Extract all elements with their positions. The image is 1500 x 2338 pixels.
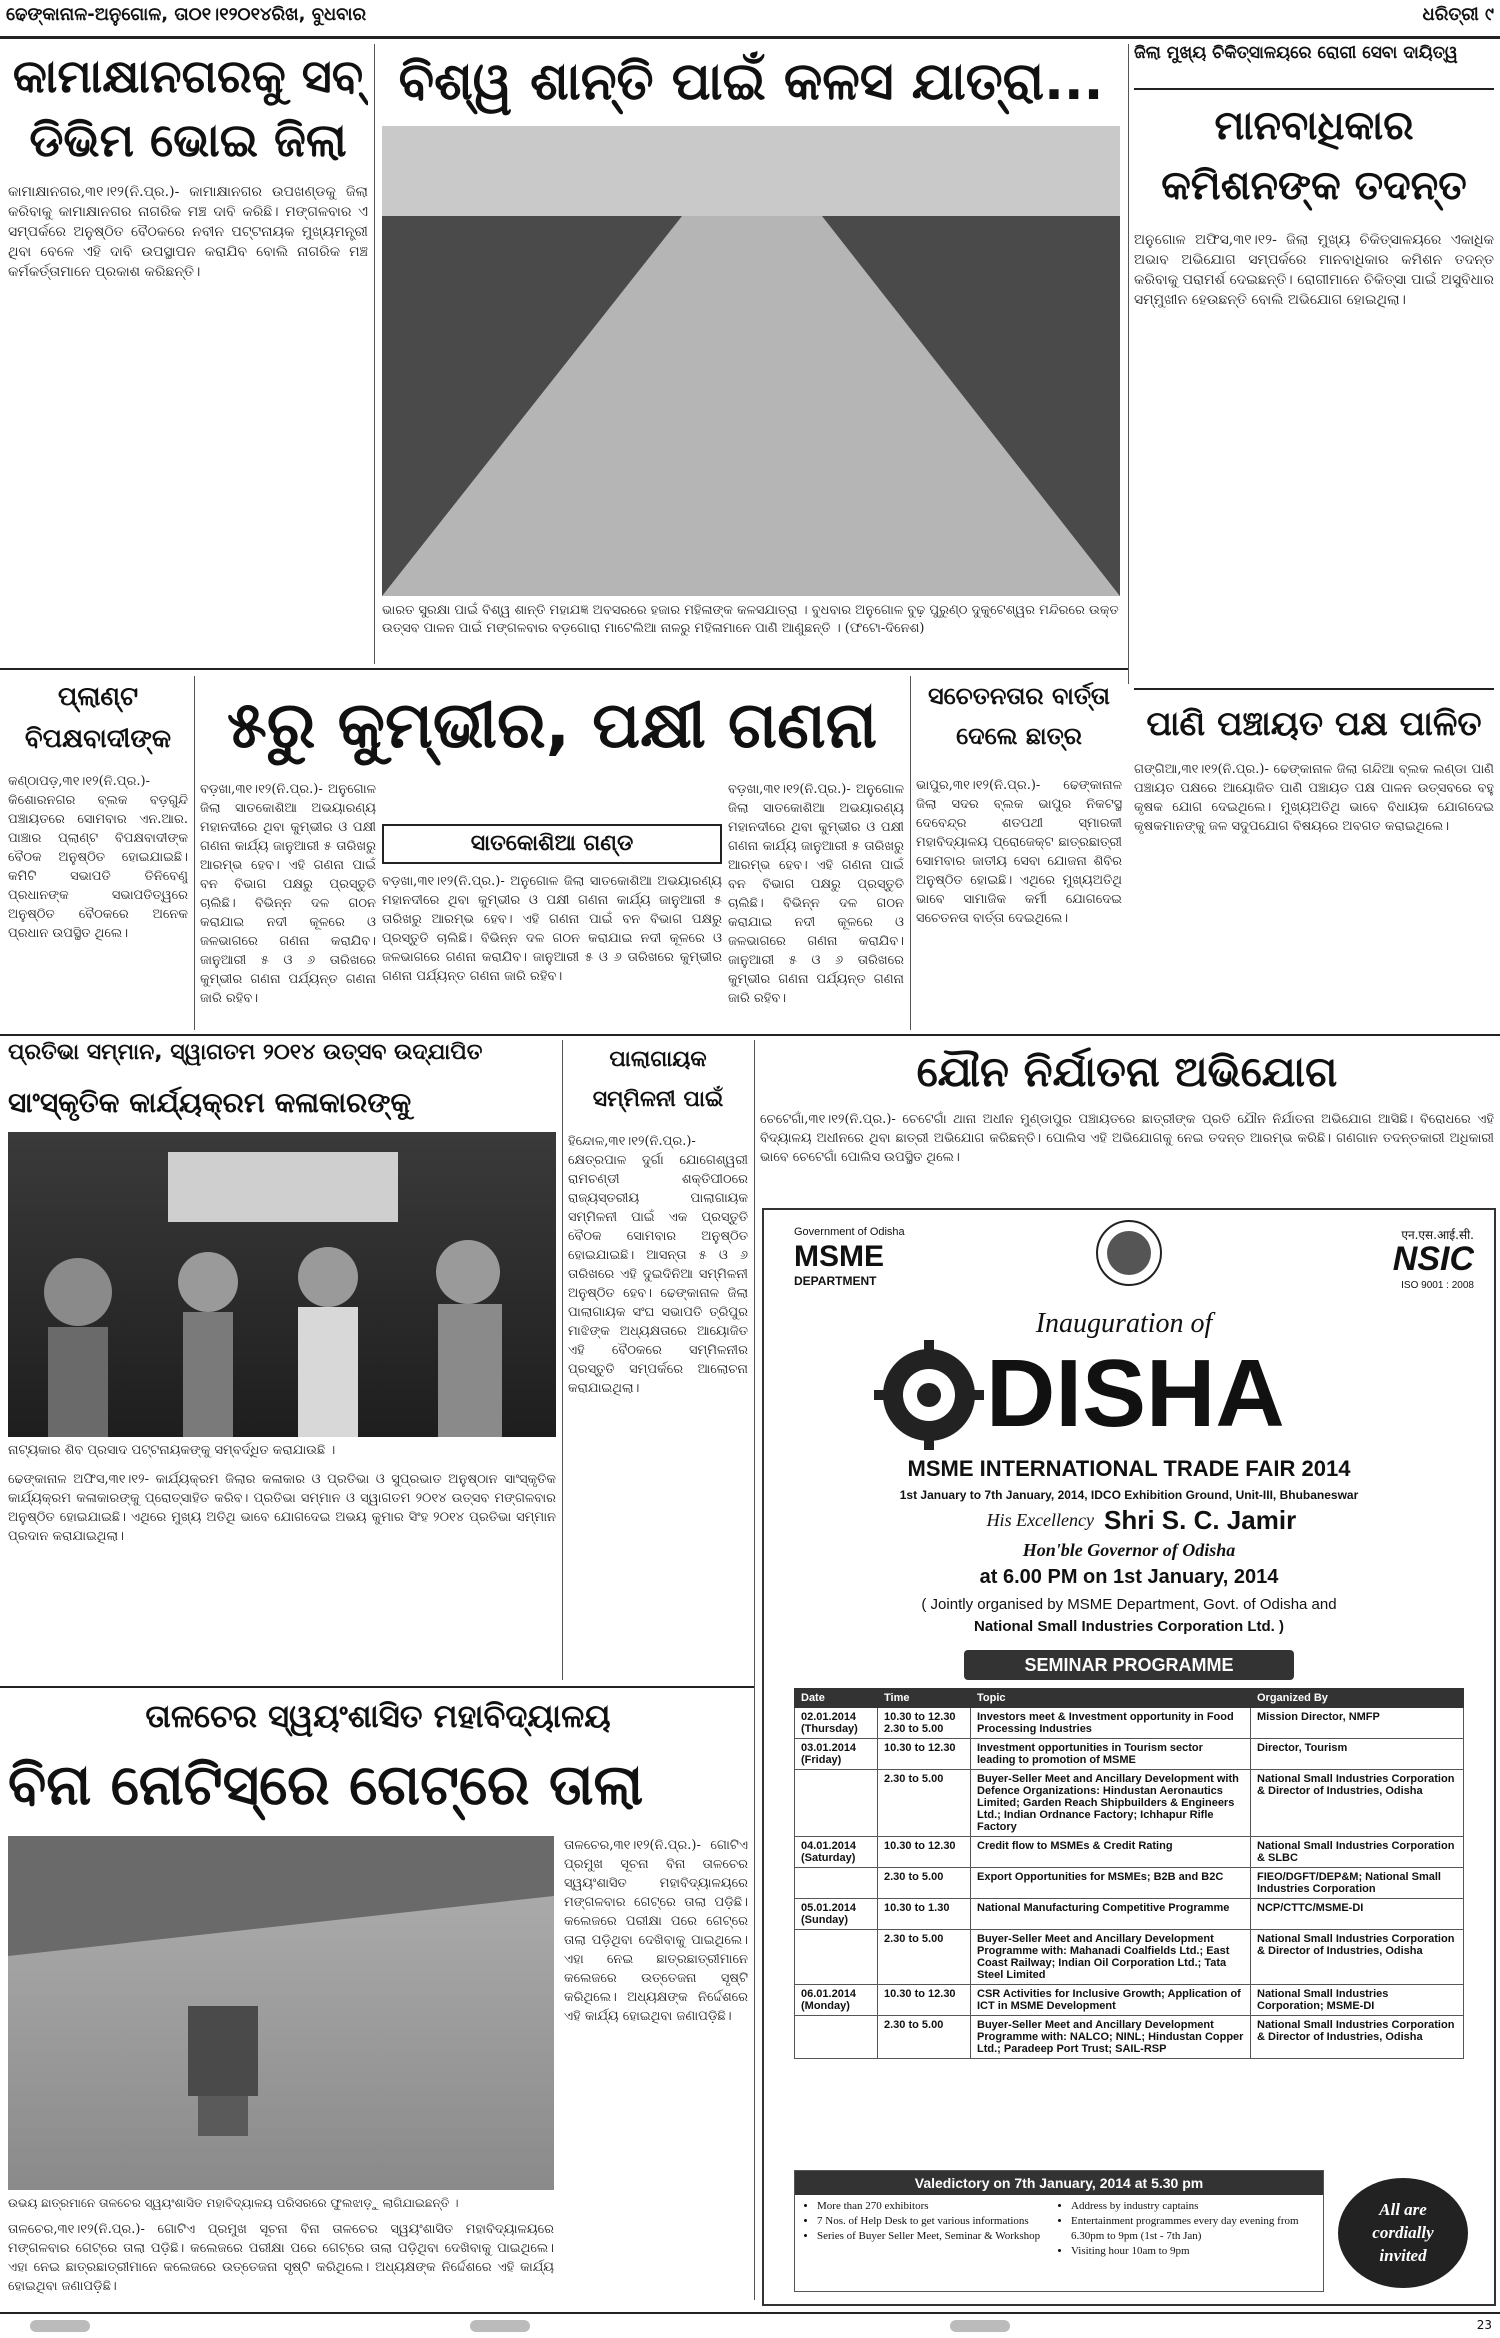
row-topic: CSR Activities for Inclusive Growth; Application of ICT in MSME Development <box>971 1985 1251 2016</box>
list-item: • Entertainment programmes every day evening from 6.30pm to 9pm (1st - 7th Jan) <box>1071 2214 1321 2244</box>
row-org: FIEO/DGFT/DEP&M; National Small Industries Corporation <box>1251 1868 1464 1899</box>
row-org: National Small Industries Corporation & Director of Industries, Odisha <box>1251 1770 1464 1837</box>
article-body: ଚେଟେଗାଁ,୩୧।୧୨(ନି.ପ୍ର.)- ଚେଟେଗାଁ ଥାନା ଅଧୀନ ମୁଣ୍ଡାପୁର ପଞ୍ଚାୟତରେ ଛାତ୍ରୀଙ୍କ ପ୍ରତି ଯୌନ ନିର୍ଯାତନା ଅଭିଯୋଗ ଆସିଛି। ବିରୋଧରେ ଏହି ବିଦ୍ୟାଳୟ ଅଧୀନରେ ଥିବା ଛାତ୍ରୀ ଅଭିଯୋଗ କରିଛନ୍ତି। ପୋଲିସ ଏହି ଅଭିଯୋଗକୁ ନେଇ ତଦନ୍ତ ଆରମ୍ଭ କରିଛି। ଗଣଗାନ ତଦନ୍ତକାରୀ ଅଧିକାରୀ ଭାବେ ଚେଟେଗାଁ ପୋଲିସ ଉପସ୍ଥିତ ଥିଲେ। <box>760 1112 1494 1165</box>
row-topic: Buyer-Seller Meet and Ancillary Development Programme with: Mahanadi Coalfields Ltd.; East Coast Railway; Indian Oil Corporation Ltd.; Tata Steel Limited <box>971 1930 1251 1985</box>
article-body: ହିନ୍ଦୋଳ,୩୧।୧୨(ନି.ପ୍ର.)- କ୍ଷେତ୍ରପାଳ ଦୁର୍ଗା ଯୋଗେଶ୍ୱରୀ ରାମଚଣ୍ଡୀ ଶକ୍ତିପୀଠରେ ରାଜ୍ୟସ୍ତରୀୟ ପାଲାଗାୟକ ସମ୍ମିଳନୀ ପାଇଁ ଏକ ପ୍ରସ୍ତୁତି ବୈଠକ ସୋମବାର ଅନୁଷ୍ଠିତ ହୋଇଯାଇଛି। ଆସନ୍ତା ୫ ଓ ୬ ତାରିଖରେ ଏହି ଦୁଇଦିନିଆ ସମ୍ମିଳନୀ ଅନୁଷ୍ଠିତ ହେବ। ଢେଙ୍କାନାଳ ଜିଲା ପାଲାଗାୟକ ସଂଘ ସଭାପତି ତ୍ରିପୁର ମାଝିଙ୍କ ଅଧ୍ୟକ୍ଷତାରେ ଆୟୋଜିତ ଏହି ବୈଠକରେ ସମ୍ମିଳନୀର ପ୍ରସ୍ତୁତି ସମ୍ପର୍କରେ ଆଲୋଚନା କରାଯାଇଥିଲା। <box>568 1134 748 1396</box>
footer <box>0 2316 1500 2338</box>
article-body-bottom: ତାଳଚେର,୩୧।୧୨(ନି.ପ୍ର.)- ଗୋଟିଏ ପ୍ରମୁଖ ସୂଚନା ବିନା ତାଳଚେର ସ୍ୱୟଂଶାସିତ ମହାବିଦ୍ୟାଳୟରେ ମଙ୍ଗଳବାର ଗେଟ୍‌ରେ ତାଲା ପଡ଼ିଛି। କଲେଜରେ ପରୀକ୍ଷା ପରେ ଗେଟ୍‌ରେ ତାଲା ପଡ଼ିଥିବା ଦେଖିବାକୁ ପାଇଥିଲେ। ଏହା ନେଇ ଛାତ୍ରଛାତ୍ରୀମାନେ କଲେଜରେ ଉତ୍ତେଜନା ସୃଷ୍ଟି କରିଥିଲେ। ଅଧ୍ୟକ୍ଷଙ୍କ ନିର୍ଦ୍ଦେଶରେ ଏହି କାର୍ଯ୍ୟ ହୋଇଥିବା ଜଣାପଡ଼ିଛି। <box>8 2222 554 2294</box>
nsic-logo: NSIC <box>1392 1240 1474 1278</box>
story-kalasa <box>380 44 1122 664</box>
kicker: ତାଳଚେର ସ୍ୱୟଂଶାସିତ ମହାବିଦ୍ୟାଳୟ <box>145 1697 611 1735</box>
governor-title: Hon'ble Governor of Odisha <box>1022 1540 1236 1560</box>
invite-text: All are cordially invited <box>1372 2200 1434 2265</box>
table-row <box>795 1739 1464 1770</box>
column-divider <box>754 1040 755 2300</box>
subhead-box <box>382 824 722 864</box>
headline: ୫ରୁ କୁମ୍ଭୀର, ପକ୍ଷୀ ଗଣନା <box>226 689 878 763</box>
row-org: NCP/CTTC/MSME-DI <box>1251 1899 1464 1930</box>
story-abuse <box>760 1040 1494 1202</box>
row-date: 04.01.2014 <box>801 1840 857 1852</box>
fair-title: MSME INTERNATIONAL TRADE FAIR 2014 <box>907 1456 1351 1481</box>
list-item: • Visiting hour 10am to 9pm <box>1071 2244 1321 2259</box>
nsic-iso: ISO 9001 : 2008 <box>1401 1280 1474 1291</box>
photo-illustration <box>8 1836 554 2190</box>
row-day: (Friday) <box>801 1754 842 1766</box>
photo-caption: ଭାରତ ସୁରକ୍ଷା ପାଇଁ ବିଶ୍ୱ ଶାନ୍ତି ମହାଯଜ୍ଞ ଅବସରରେ ହଜାର ମହିଳାଙ୍କ କଳସଯାତ୍ରା । ବୁଧବାର ଅନୁଗୋଳ ବୁଢ଼ ପୁରୁଣ୍ଠ ଦୁକୁଟେଶ୍ୱର ମନ୍ଦିରରେ ଉକ୍ତ ଉତ୍ସବ ପାଳନ ପାଇଁ ମଙ୍ଗଳବାର ବଡ଼ଗୋରା ମାଟେଲିଆ ନାଳରୁ ମହିଳାମାନେ ପାଣି ଆଣୁଛନ୍ତି । (ଫଟୋ-ଦିନେଶ) <box>382 603 1119 636</box>
emblem-icon <box>1094 1218 1164 1288</box>
table-header-row <box>795 1689 1464 1708</box>
masthead-rule <box>0 36 1500 39</box>
seminar-table <box>794 1688 1464 2059</box>
table-row <box>795 1985 1464 2016</box>
column-divider <box>374 44 375 664</box>
row-time: 10.30 to 12.30 <box>878 1985 971 2016</box>
odisha-title: DISHA <box>986 1340 1285 1447</box>
row-topic: Investors meet & Investment opportunity in Food Processing Industries <box>971 1708 1251 1739</box>
table-row <box>795 1837 1464 1868</box>
valedictory-label: Valedictory on 7th January, 2014 at 5.30 pm <box>795 2171 1323 2195</box>
col-topic: Topic <box>971 1689 1251 1708</box>
footer-tab <box>470 2320 530 2332</box>
row-time: 2.30 to 5.00 <box>878 2016 971 2059</box>
joint-line-2: National Small Industries Corporation Ltd. ) <box>973 1618 1285 1635</box>
row-org: National Small Industries Corporation & Director of Industries, Odisha <box>1251 2016 1464 2059</box>
footer-tab <box>950 2320 1010 2332</box>
list-item: • Series of Buyer Seller Meet, Seminar & Workshop <box>817 2229 1045 2244</box>
row-topic: Buyer-Seller Meet and Ancillary Development with Defence Organizations: Hindustan Aeronautics Limited; Garden Reach Shipbuilders & Engineers Ltd.; Indian Ordnance Factory; Ichhapur Rifle Factory <box>971 1770 1251 1837</box>
table-row <box>795 2016 1464 2059</box>
row-day: (Thursday) <box>801 1723 858 1735</box>
headline: ଯୌନ ନିର୍ଯାତନା ଅଭିଯୋଗ <box>916 1047 1338 1096</box>
masthead <box>0 0 1500 34</box>
row-topic: Buyer-Seller Meet and Ancillary Development Programme with: NALCO; NINL; Hindustan Copper Ltd.; Paradeep Port Trust; SAIL-RSP <box>971 2016 1251 2059</box>
table-row <box>795 1899 1464 1930</box>
story-talcher <box>8 1692 748 2304</box>
story-crocodile <box>200 676 904 1030</box>
bullets-left <box>795 2199 1045 2291</box>
story-pratibha <box>8 1040 556 1680</box>
section-rule <box>0 668 1128 670</box>
row-org: Director, Tourism <box>1251 1739 1464 1770</box>
row-time: 10.30 to 12.30 <box>884 1711 956 1723</box>
article-body: ତାଳଚେର,୩୧।୧୨(ନି.ପ୍ର.)- ଗୋଟିଏ ପ୍ରମୁଖ ସୂଚନା ବିନା ତାଳଚେର ସ୍ୱୟଂଶାସିତ ମହାବିଦ୍ୟାଳୟରେ ମଙ୍ଗଳବାର ଗେଟ୍‌ରେ ତାଲା ପଡ଼ିଛି। କଲେଜରେ ପରୀକ୍ଷା ପରେ ଗେଟ୍‌ରେ ତାଲା ପଡ଼ିଥିବା ଦେଖିବାକୁ ପାଇଥିଲେ। ଏହା ନେଇ ଛାତ୍ରଛାତ୍ରୀମାନେ କଲେଜରେ ଉତ୍ତେଜନା ସୃଷ୍ଟି କରିଥିଲେ। ଅଧ୍ୟକ୍ଷଙ୍କ ନିର୍ଦ୍ଦେଶରେ ଏହି କାର୍ଯ୍ୟ ହୋଇଥିବା ଜଣାପଡ଼ିଛି। <box>564 1838 748 2024</box>
row-date: 02.01.2014 <box>801 1711 857 1723</box>
col-date: Date <box>795 1689 878 1708</box>
kicker: ଜିଲା ମୁଖ୍ୟ ଚିକିତ୍ସାଳୟରେ ରୋଗୀ ସେବା ଦାୟିତ୍ୱ <box>1134 44 1494 90</box>
row-date: 03.01.2014 <box>801 1742 857 1754</box>
story-palagayaka <box>568 1040 748 1680</box>
seminar-label: SEMINAR PROGRAMME <box>1024 1655 1234 1675</box>
seminar-banner <box>964 1650 1294 1680</box>
row-time: 2.30 to 5.00 <box>878 1770 971 1837</box>
chief-guest: Shri S. C. Jamir <box>1104 1506 1297 1535</box>
headline: ପାଲାଗାୟକ ସମ୍ମିଳନୀ ପାଇଁ <box>592 1047 724 1112</box>
article-body: ଗଙ୍ଗିଆ,୩୧।୧୨(ନି.ପ୍ର.)- ଢେଙ୍କାନାଳ ଜିଲା ଗନ୍ଦିଆ ବ୍ଲକ ଲଣ୍ଡା ପାଣି ପଞ୍ଚାୟତ ପକ୍ଷରେ ଆୟୋଜିତ ପାଣି ପଞ୍ଚାୟତ ପକ୍ଷ ପାଳନ ଉତ୍ସବରେ ବହୁ କୃଷକ ଯୋଗ ଦେଇଥିଲେ। ମୁଖ୍ୟଅତିଥି ଭାବେ ବିଧାୟକ ଯୋଗଦେଇ କୃଷକମାନଙ୍କୁ ଜଳ ସଦୁପଯୋଗ ବିଷୟରେ ଅବଗତ କରାଇଥିଲେ। <box>1134 762 1494 834</box>
section-rule <box>1134 688 1494 690</box>
row-topic: Export Opportunities for MSMEs; B2B and B2C <box>971 1868 1251 1899</box>
headline: ବିଶ୍ୱ ଶାନ୍ତି ପାଇଁ କଳସ ଯାତ୍ରା... <box>398 52 1104 112</box>
joint-line-1: ( Jointly organised by MSME Department, Govt. of Odisha and <box>921 1596 1337 1613</box>
section-rule <box>0 1686 754 1688</box>
invite-badge <box>1338 2178 1468 2288</box>
his-excellency: His Excellency <box>986 1510 1094 1530</box>
msme-logo: MSME <box>794 1240 884 1273</box>
kicker: ପ୍ରତିଭା ସମ୍ମାନ, ସ୍ୱାଗତମ ୨୦୧୪ ଉତ୍ସବ ଉଦ୍‌ଯାପିତ <box>8 1040 483 1065</box>
headline: ସଚେତନତାର ବାର୍ତ୍ତା ଦେଲେ ଛାତ୍ର <box>927 682 1111 750</box>
table-row <box>795 1770 1464 1837</box>
column-divider <box>562 1040 563 1680</box>
seminar-table-wrap <box>794 1688 1464 2158</box>
row-org: Mission Director, NMFP <box>1251 1708 1464 1739</box>
fair-dates: 1st January to 7th January, 2014, IDCO Exhibition Ground, Unit-III, Bhubaneswar <box>899 1488 1359 1502</box>
headline: କାମାକ୍ଷାନଗରକୁ ସବ୍ ଡିଭିମ ଭୋଇ ଜିଲା <box>12 49 364 167</box>
footer-tab <box>30 2320 90 2332</box>
row-topic: Investment opportunities in Tourism sector leading to promotion of MSME <box>971 1739 1251 1770</box>
odisha-emblem <box>1094 1218 1164 1288</box>
row-time: 2.30 to 5.00 <box>878 1930 971 1985</box>
bullets-right <box>1051 2199 1321 2291</box>
column-divider <box>1128 44 1129 684</box>
award-photo <box>8 1132 556 1437</box>
article-body: ବଡ଼ଖା,୩୧।୧୨(ନି.ପ୍ର.)- ଅନୁଗୋଳ ଜିଲା ସାତକୋଶିଆ ଅଭୟାରଣ୍ୟ ମହାନଦୀରେ ଥିବା କୁମ୍ଭୀର ଓ ପକ୍ଷୀ ଗଣନା କାର୍ଯ୍ୟ ଜାନୁଆରୀ ୫ ତାରିଖରୁ ଆରମ୍ଭ ହେବ। ଏହି ଗଣନା ପାଇଁ ବନ ବିଭାଗ ପକ୍ଷରୁ ପ୍ରସ୍ତୁତି ଚାଲିଛି। ବିଭିନ୍ନ ଦଳ ଗଠନ କରାଯାଇ ନଦୀ କୂଳରେ ଓ ଜଳଭାଗରେ ଗଣନା କରାଯିବ। ଜାନୁଆରୀ ୫ ଓ ୬ ତାରିଖରେ କୁମ୍ଭୀର ଗଣନା ପର୍ଯ୍ୟନ୍ତ ଗଣନା ଜାରି ରହିବ। <box>200 782 376 1006</box>
photo-illustration <box>382 126 1120 596</box>
table-row <box>795 1868 1464 1899</box>
row-date: 06.01.2014 <box>801 1988 857 2000</box>
headline: ପ୍ଲାଣ୍ଟ ବିପକ୍ଷବାଦୀଙ୍କ <box>24 682 172 754</box>
subhead: ସାତକୋଶିଆ ଗଣ୍ଡ <box>470 831 634 856</box>
row-time: 10.30 to 12.30 <box>878 1837 971 1868</box>
column-divider <box>194 676 195 1030</box>
row-org: National Small Industries Corporation & Director of Industries, Odisha <box>1251 1930 1464 1985</box>
row-day: (Sunday) <box>801 1914 849 1926</box>
column-divider <box>910 676 911 1030</box>
table-row <box>795 1930 1464 1985</box>
col-org: Organized By <box>1251 1689 1464 1708</box>
valedictory-box <box>794 2170 1324 2292</box>
nsic-hindi: एन.एस.आई.सी. <box>1401 1228 1474 1242</box>
headline: ପାଣି ପଞ୍ଚାୟତ ପକ୍ଷ ପାଳିତ <box>1146 704 1482 744</box>
list-item: • 7 Nos. of Help Desk to get various informations <box>817 2214 1045 2229</box>
row-topic: Credit flow to MSMEs & Credit Rating <box>971 1837 1251 1868</box>
odisha-gear-icon <box>874 1340 984 1450</box>
article-body: ଭାପୁର,୩୧।୧୨(ନି.ପ୍ର.)- ଢେଙ୍କାନାଳ ଜିଲା ସଦର ବ୍ଲକ ଭାପୁର ନିକଟସ୍ଥ ଦେବେନ୍ଦ୍ର ଶତପଥୀ ସ୍ମାରକୀ ମହାବିଦ୍ୟାଳୟ ପ୍ରୋଜେକ୍ଟ ଛାତ୍ରଛାତ୍ରୀ ସୋମବାର ଜାତୀୟ ସେବା ଯୋଜନା ଶିବିର ଅନୁଷ୍ଠିତ ହୋଇଛି। ଏଥିରେ ମୁଖ୍ୟଅତିଥି ଭାବେ ସାମାଜିକ କର୍ମୀ ଯୋଗଦେଇ ସଚେତନତା ବାର୍ତ୍ତା ଦେଇଥିଲେ। <box>916 778 1122 926</box>
row-date: 05.01.2014 <box>801 1902 857 1914</box>
row-time: 2.30 to 5.00 <box>884 1723 944 1735</box>
photo-caption: ନାଟ୍ୟକାର ଶିବ ପ୍ରସାଦ ପଟ୍ଟନାୟକଙ୍କୁ ସମ୍ବର୍ଦ୍ଧିତ କରାଯାଉଛି । <box>8 1443 336 1458</box>
headline: ସାଂସ୍କୃତିକ କାର୍ଯ୍ୟକ୍ରମ କଳାକାରଙ୍କୁ <box>8 1086 412 1119</box>
row-day: (Monday) <box>801 2000 850 2012</box>
section-rule <box>0 1034 1500 1036</box>
col-time: Time <box>878 1689 971 1708</box>
row-org: National Small Industries Corporation & SLBC <box>1251 1837 1464 1868</box>
row-topic: National Manufacturing Competitive Programme <box>971 1899 1251 1930</box>
headline: ବିନା ନୋଟିସ୍‌ରେ ଗେଟ୍‌ରେ ତାଲା <box>8 1753 644 1818</box>
gear-icon <box>874 1340 984 1450</box>
footer-rule <box>0 2312 1500 2314</box>
article-body-continued: ବଡ଼ଖା,୩୧।୧୨(ନି.ପ୍ର.)- ଅନୁଗୋଳ ଜିଲା ସାତକୋଶିଆ ଅଭୟାରଣ୍ୟ ମହାନଦୀରେ ଥିବା କୁମ୍ଭୀର ଓ ପକ୍ଷୀ ଗଣନା କାର୍ଯ୍ୟ ଜାନୁଆରୀ ୫ ତାରିଖରୁ ଆରମ୍ଭ ହେବ। ଏହି ଗଣନା ପାଇଁ ବନ ବିଭାଗ ପକ୍ଷରୁ ପ୍ରସ୍ତୁତି ଚାଲିଛି। ବିଭିନ୍ନ ଦଳ ଗଠନ କରାଯାଇ ନଦୀ କୂଳରେ ଓ ଜଳଭାଗରେ ଗଣନା କରାଯିବ। ଜାନୁଆରୀ ୫ ଓ ୬ ତାରିଖରେ କୁମ୍ଭୀର ଗଣନା ପର୍ଯ୍ୟନ୍ତ ଗଣନା ଜାରି ରହିବ। <box>728 782 904 1006</box>
article-body-middle: ବଡ଼ଖା,୩୧।୧୨(ନି.ପ୍ର.)- ଅନୁଗୋଳ ଜିଲା ସାତକୋଶିଆ ଅଭୟାରଣ୍ୟ ମହାନଦୀରେ ଥିବା କୁମ୍ଭୀର ଓ ପକ୍ଷୀ ଗଣନା କାର୍ଯ୍ୟ ଜାନୁଆରୀ ୫ ତାରିଖରୁ ଆରମ୍ଭ ହେବ। ଏହି ଗଣନା ପାଇଁ ବନ ବିଭାଗ ପକ୍ଷରୁ ପ୍ରସ୍ତୁତି ଚାଲିଛି। ବିଭିନ୍ନ ଦଳ ଗଠନ କରାଯାଇ ନଦୀ କୂଳରେ ଓ ଜଳଭାଗରେ ଗଣନା କରାଯିବ। ଜାନୁଆରୀ ୫ ଓ ୬ ତାରିଖରେ କୁମ୍ଭୀର ଗଣନା ପର୍ଯ୍ୟନ୍ତ ଗଣନା ଜାରି ରହିବ। <box>382 874 722 984</box>
event-time: at 6.00 PM on 1st January, 2014 <box>979 1566 1279 1588</box>
story-panchayat <box>1134 694 1494 1030</box>
story-students <box>916 676 1122 1030</box>
page-number: 23 <box>1476 2318 1492 2332</box>
masthead-date: ଢେଙ୍କାନାଳ-ଅନୁଗୋଳ, ତା୦୧।୧୨୦୧୪ରିଖ, ବୁଧବାର <box>6 4 367 25</box>
row-time: 10.30 to 12.30 <box>878 1739 971 1770</box>
article-body: କାମାକ୍ଷାନଗର,୩୧।୧୨(ନି.ପ୍ର.)- କାମାକ୍ଷାନଗର ଉପଖଣ୍ଡକୁ ଜିଲା କରିବାକୁ କାମାକ୍ଷାନଗର ନାଗରିକ ମଞ୍ଚ ଦାବି କରିଛି। ମଙ୍ଗଳବାର ଏ ସମ୍ପର୍କରେ ଅନୁଷ୍ଠିତ ବୈଠକରେ ନବୀନ ପଟ୍ଟନାୟକ ମୁଖ୍ୟମନ୍ତ୍ରୀ ଥିବା ବେଳେ ଏହି ଦାବି ଉପସ୍ଥାପନ କରାଯିବ ବୋଲି ନାଗରିକ ମଞ୍ଚ କର୍ମକର୍ତ୍ତାମାନେ ପ୍ରକାଶ କରିଛନ୍ତି। <box>8 184 368 280</box>
row-day: (Saturday) <box>801 1852 856 1864</box>
masthead-page: ଧରିତ୍ରୀ ୯ <box>1422 4 1494 25</box>
msme-dept-label: DEPARTMENT <box>794 1274 877 1288</box>
photo-illustration <box>8 1132 556 1437</box>
headline: ମାନବାଧିକାର କମିଶନଙ୍କ ତଦନ୍ତ <box>1161 103 1467 209</box>
procession-photo <box>382 126 1120 596</box>
college-gate-photo <box>8 1836 554 2190</box>
list-item: • Address by industry captains <box>1071 2199 1321 2214</box>
table-row <box>795 1708 1464 1739</box>
article-body: ଅନୁଗୋଳ ଅଫିସ,୩୧।୧୨- ଜିଲା ମୁଖ୍ୟ ଚିକିତ୍ସାଳୟରେ ଏକାଧିକ ଅଭାବ ଅଭିଯୋଗ ସମ୍ପର୍କରେ ମାନବାଧିକାର କମିଶନ ତଦନ୍ତ କରିବାକୁ ପରାମର୍ଶ ଦେଇଛନ୍ତି। ରୋଗୀମାନେ ଚିକିତ୍ସା ପାଇଁ ଅସୁବିଧାର ସମ୍ମୁଖୀନ ହେଉଛନ୍ତି ବୋଲି ଅଭିଯୋଗ ହୋଇଥିଲା। <box>1134 232 1494 308</box>
story-plant <box>8 676 188 1030</box>
list-item: • More than 270 exhibitors <box>817 2199 1045 2214</box>
article-body: କଣ୍ଠାପଡ଼,୩୧।୧୨(ନି.ପ୍ର.)- କିଶୋରନଗର ବ୍ଲକ ବଡ଼ଗୁନ୍ଦି ପଞ୍ଚାୟତରେ ସୋମବାର ଏନ.ଆର. ପାଞ୍ଚାର ପ୍ଲାଣ୍ଟ ବିପକ୍ଷବାଦୀଙ୍କ ବୈଠକ ଅନୁଷ୍ଠିତ ହୋଇଯାଇଛି। କମିଟି ସଭାପତି ତିନିବେଣୁ ପ୍ରଧାନଙ୍କ ସଭାପତିତ୍ୱରେ ଅନୁଷ୍ଠିତ ବୈଠକରେ ଅନେକ ପ୍ରଧାନ ଉପସ୍ଥିତ ଥିଲେ। <box>8 774 188 941</box>
photo-caption: ଉଭୟ ଛାତ୍ରମାନେ ତାଳଚେର ସ୍ୱୟଂଶାସିତ ମହାବିଦ୍ୟାଳୟ ପରିସରରେ ଫୁଲଝାଡ଼ୁ ଲାଗିଯାଇଛନ୍ତି । <box>8 2196 459 2210</box>
row-time: 2.30 to 5.00 <box>878 1868 971 1899</box>
article-body: ଢେଙ୍କାନାଳ ଅଫିସ,୩୧।୧୨- କାର୍ଯ୍ୟକ୍ରମ ଜିଲାର କଳାକାର ଓ ପ୍ରତିଭା ଓ ସୁପ୍ରଭାତ ଅନୁଷ୍ଠାନ ସାଂସ୍କୃତିକ କାର୍ଯ୍ୟକ୍ରମ କଳାକାରଙ୍କୁ ପ୍ରୋତ୍ସାହିତ କରିବ। ପ୍ରତିଭା ସମ୍ମାନ ଓ ସ୍ୱାଗତମ ୨୦୧୪ ଉତ୍ସବ ମଙ୍ଗଳବାର ଅନୁଷ୍ଠିତ ହୋଇଯାଇଛି। ଏଥିରେ ମୁଖ୍ୟ ଅତିଥି ଭାବେ ଯୋଗଦେଇ ଅଭୟ କୁମାର ସିଂହ ୨୦୧୪ ପ୍ରତିଭା ସମ୍ମାନ ପ୍ରଦାନ କରାଯାଇଥିଲା। <box>8 1472 556 1544</box>
msme-advert <box>762 1208 1496 2306</box>
row-time: 10.30 to 1.30 <box>878 1899 971 1930</box>
story-kamakhya <box>8 44 368 664</box>
inauguration-label: Inauguration of <box>1035 1308 1213 1339</box>
row-org: National Small Industries Corporation; MSME-DI <box>1251 1985 1464 2016</box>
story-human-rights <box>1134 44 1494 684</box>
gov-label: Government of Odisha <box>794 1226 905 1238</box>
